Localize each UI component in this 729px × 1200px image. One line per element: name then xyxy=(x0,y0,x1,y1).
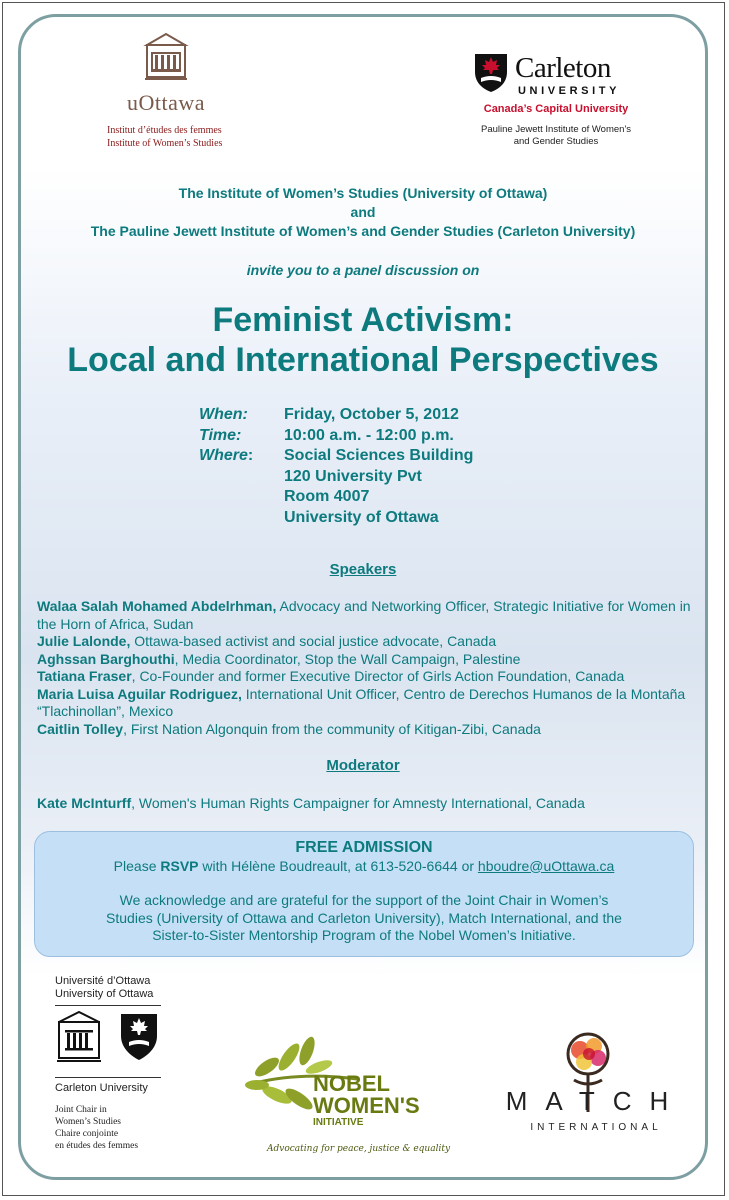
joint-emblems-icon xyxy=(55,1010,165,1068)
joint-uottawa-fr: Université d’Ottawa xyxy=(55,975,151,987)
when-row xyxy=(199,405,473,426)
nobel-womens-initiative-logo xyxy=(237,1027,457,1157)
match-international-label: INTERNATIONAL xyxy=(530,1122,662,1133)
nobel-line1: NOBEL xyxy=(313,1071,390,1096)
joint-uottawa-en: University of Ottawa xyxy=(55,988,154,1000)
speaker-desc: International Unit Officer, Centro de Derechos Humanos de la Montaña “Tlachinollan”, Mexico xyxy=(37,685,686,719)
speaker-item xyxy=(37,633,697,651)
speaker-item xyxy=(37,668,697,686)
speaker-name: Caitlin Tolley xyxy=(37,720,124,737)
speaker-desc: , Media Coordinator, Stop the Wall Campaign, Palestine xyxy=(174,650,521,667)
speaker-item xyxy=(37,721,697,739)
acknowledgement-line1: We acknowledge and are grateful for the support of the Joint Chair in Women’s xyxy=(119,892,609,908)
match-international-logo xyxy=(506,1032,686,1142)
time-row xyxy=(199,426,473,447)
uottawa-institute-fr: Institut d’études des femmes xyxy=(107,125,222,136)
invite-text: invite you to a panel discussion on xyxy=(246,262,480,278)
where-value xyxy=(284,446,473,528)
event-title xyxy=(21,300,705,380)
speaker-item xyxy=(37,686,697,721)
speaker-desc: Advocacy and Networking Officer, Strategic Initiative for Women in the Horn of Africa, Sudan xyxy=(37,598,691,632)
spacer xyxy=(35,875,693,892)
uottawa-institute-name xyxy=(101,124,231,150)
carleton-wordmark: Carleton xyxy=(515,52,611,84)
when-value: Friday, October 5, 2012 xyxy=(284,406,459,423)
uottawa-building-icon xyxy=(141,31,191,83)
speaker-item xyxy=(37,598,697,633)
carleton-institute-line1: Pauline Jewett Institute of Women's xyxy=(480,124,632,135)
host-line-1: The Institute of Women’s Studies (University of Ottawa) xyxy=(178,185,548,201)
speaker-name: Maria Luisa Aguilar Rodriguez, xyxy=(37,685,242,702)
nobel-line2: WOMEN'S xyxy=(313,1093,420,1118)
moderator-entry xyxy=(37,795,697,813)
speaker-name: Tatiana Fraser xyxy=(37,668,132,684)
joint-chair-line3: Chaire conjointe xyxy=(55,1129,119,1139)
moderator-heading: Moderator xyxy=(326,757,400,774)
speaker-name: Aghssan Barghouthi xyxy=(37,650,175,667)
uottawa-logo xyxy=(101,31,231,150)
carleton-university-label: UNIVERSITY xyxy=(518,85,621,97)
nobel-line3: INITIATIVE xyxy=(313,1117,364,1128)
divider xyxy=(55,1077,161,1078)
speaker-item xyxy=(37,651,697,669)
carleton-tagline: Canada’s Capital University xyxy=(483,103,629,115)
speakers-list xyxy=(37,598,697,738)
rsvp-line xyxy=(35,858,693,876)
moderator-name: Kate McInturff xyxy=(37,795,132,811)
event-title-line2: Local and International Perspectives xyxy=(67,341,659,379)
match-venus-icon xyxy=(506,1032,686,1142)
where-line-1: Social Sciences Building xyxy=(284,447,474,464)
where-line-3: Room 4007 xyxy=(284,488,370,505)
speaker-name: Julie Lalonde, xyxy=(37,633,131,649)
event-title-line1: Feminist Activism: xyxy=(212,301,514,339)
admission-title: FREE ADMISSION xyxy=(295,839,433,856)
joint-chair-line2: Women’s Studies xyxy=(55,1117,121,1127)
where-row xyxy=(199,446,473,528)
divider xyxy=(55,1005,161,1006)
carleton-institute-name xyxy=(471,124,641,148)
joint-chair-logo xyxy=(55,975,185,1152)
rsvp-mid: with Hélène Boudreault, at 613-520-6644 or xyxy=(198,857,478,874)
speaker-desc: Ottawa-based activist and social justice advocate, Canada xyxy=(130,633,497,649)
rsvp-pre: Please xyxy=(113,857,161,874)
joint-chair-text xyxy=(55,1104,185,1152)
host-line-3: The Pauline Jewett Institute of Women’s and Gender Studies (Carleton University) xyxy=(90,223,636,239)
carleton-shield-icon xyxy=(473,52,509,94)
where-label xyxy=(199,446,284,528)
when-label: When: xyxy=(199,406,248,423)
joint-chair-line4: en études des femmes xyxy=(55,1141,139,1151)
speakers-heading: Speakers xyxy=(329,561,397,578)
moderator-item xyxy=(37,795,697,813)
acknowledgement-line3: Sister-to-Sister Mentorship Program of the Nobel Women’s Initiative. xyxy=(152,927,576,943)
joint-chair-line1: Joint Chair in xyxy=(55,1105,107,1115)
where-line-2: 120 University Pvt xyxy=(284,467,422,485)
rsvp-bold: RSVP xyxy=(160,857,199,874)
speaker-desc: , Co-Founder and former Executive Director of Girls Action Foundation, Canada xyxy=(131,668,625,684)
where-colon: : xyxy=(247,447,254,464)
moderator-desc: , Women's Human Rights Campaigner for Amnesty International, Canada xyxy=(131,795,585,811)
uottawa-wordmark: uOttawa xyxy=(126,90,206,115)
nobel-tagline: Advocating for peace, justice & equality xyxy=(267,1144,451,1154)
uottawa-institute-en: Institute of Women’s Studies xyxy=(107,138,223,149)
match-wordmark: MATCH xyxy=(506,1086,686,1116)
speaker-desc: , First Nation Algonquin from the community of Kitigan-Zibi, Canada xyxy=(123,720,541,737)
host-institutions xyxy=(21,184,705,241)
host-line-2: and xyxy=(350,204,376,220)
time-label: Time: xyxy=(199,426,242,444)
where-line-4: University of Ottawa xyxy=(284,508,439,526)
where-label-text: Where xyxy=(199,447,248,464)
time-value: 10:00 a.m. - 12:00 p.m. xyxy=(284,426,454,444)
speaker-name: Walaa Salah Mohamed Abdelrhman, xyxy=(37,598,277,614)
acknowledgement-line2: Studies (University of Ottawa and Carleton University), Match International, and the xyxy=(106,909,622,926)
admission-box xyxy=(34,831,694,957)
poster-card xyxy=(18,14,708,1180)
rsvp-email-link[interactable]: hboudre@uOttawa.ca xyxy=(477,857,615,874)
event-details xyxy=(199,405,473,528)
olive-branch-icon xyxy=(237,1027,457,1157)
carleton-institute-line2: and Gender Studies xyxy=(513,136,599,147)
joint-carleton: Carleton University xyxy=(55,1082,148,1094)
